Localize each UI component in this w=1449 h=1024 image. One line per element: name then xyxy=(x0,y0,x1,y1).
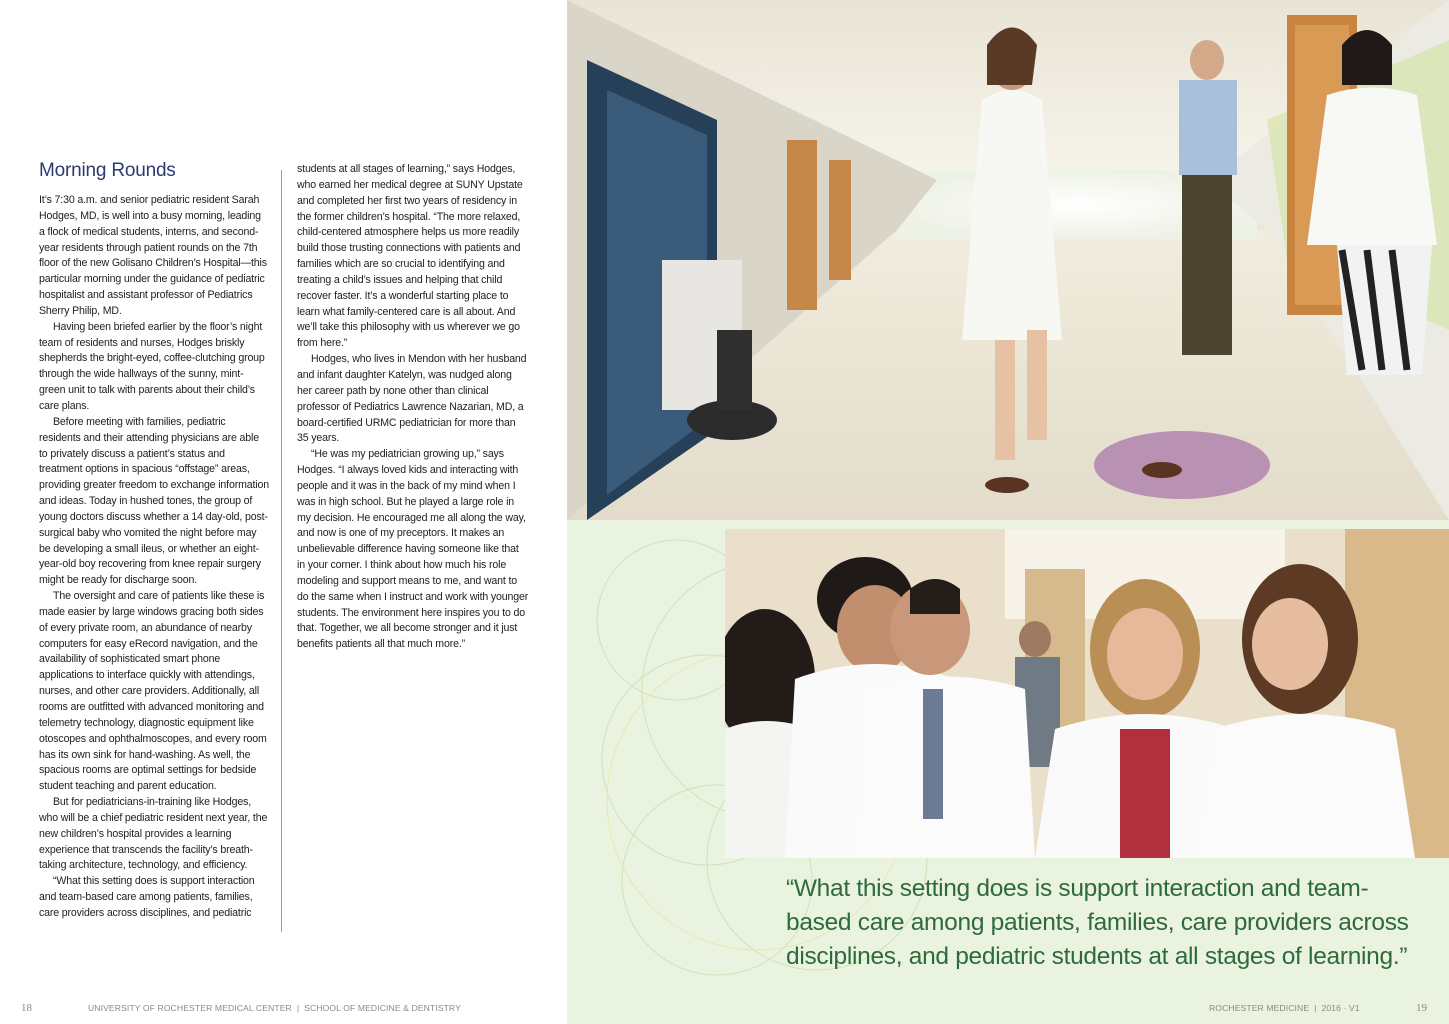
paragraph: Hodges, who lives in Mendon with her husband and infant daughter Katelyn, was nudged along her career path by none other than clinical professor of Pediatrics Lawrence Nazarian, MD, a board-certified URMC pediatrician for more than 35 years. xyxy=(297,353,527,445)
corridor-photo xyxy=(567,0,1449,520)
left-page-number: 18 xyxy=(21,1002,32,1014)
column-divider xyxy=(281,170,282,932)
paragraph: Before meeting with families, pediatric residents and their attending physicians are able to privately discuss a patient’s status and treatment options in spacious “offstage” areas, providing greater freedom to exchange information and ideas. Today in hushed tones, the group of young doctors discuss whether a 14 day-old, post-surgical baby who vomited the night before may be developing a small ileus, or whether an eight-year-old boy recovering from knee repair surgery might be ready for discharge soon. xyxy=(39,415,269,587)
paragraph: “What this setting does is support interaction and team-based care among patients, families, care providers across disciplines, and pediatric xyxy=(39,875,255,919)
team-illustration xyxy=(725,529,1449,858)
paragraph: students at all stages of learning,” says Hodges, who earned her medical degree at SUNY Upstate and completed her first two years of residency in the former children’s hospital. “The more relaxed, child-centered atmosphere helps us more readily build those trusting connections with patients and families which are so crucial to identifying and treating a child’s issues and helping that child recover faster. It’s a wonderful starting place to learn what family-centered care is all about. And we’ll take this philosophy with us wherever we go from here.” xyxy=(297,163,523,350)
text-column-2 xyxy=(297,162,529,653)
text-column-1 xyxy=(39,193,269,922)
left-page xyxy=(0,0,567,1024)
paragraph: It’s 7:30 a.m. and senior pediatric resident Sarah Hodges, MD, is well into a busy morning, leading a flock of medical students, interns, and second-year residents through patient rounds on the 7th floor of the new Golisano Children’s Hospital—this particular morning under the guidance of pediatric hospitalist and assistant professor of Pediatrics Sherry Philip, MD. xyxy=(39,194,267,317)
corridor-illustration xyxy=(567,0,1449,520)
paragraph: The oversight and care of patients like these is made easier by large windows gracing both sides of every private room, an abundance of nearby computers for easy eRecord navigation, and the availability of sophisticated smart phone applications to interface quickly with attendings, nurses, and other care providers. Additionally, all rooms are outfitted with advanced monitoring and telemetry technology, diagnostic equipment like otoscopes and ophthalmoscopes, and every room has its own sink for hand-washing. As well, the spacious rooms are optimal settings for bedside student teaching and parent education. xyxy=(39,590,267,793)
right-page-number: 19 xyxy=(1416,1002,1427,1014)
right-page xyxy=(567,0,1449,1024)
paragraph: But for pediatricians-in-training like Hodges, who will be a chief pediatric resident next year, the new children’s hospital provides a learning experience that transcends the facility’s breath-taking architecture, technology, and efficiency. xyxy=(39,796,268,872)
left-footer-text: UNIVERSITY OF ROCHESTER MEDICAL CENTER | SCHOOL OF MEDICINE & DENTISTRY xyxy=(88,1003,461,1013)
article-heading: Morning Rounds xyxy=(39,160,176,181)
pull-quote: “What this setting does is support interaction and team-based care among patients, families, care providers across disciplines, and pediatric students at all stages of learning.” xyxy=(786,875,1409,970)
right-footer-text: ROCHESTER MEDICINE | 2016 · V1 xyxy=(1209,1003,1360,1013)
paragraph: Having been briefed earlier by the floor’s night team of residents and nurses, Hodges briskly shepherds the bright-eyed, coffee-clutching group through the wide hallways of the sunny, mint-green unit to talk with parents about their child’s care plans. xyxy=(39,320,265,412)
paragraph: “He was my pediatrician growing up,” says Hodges. “I always loved kids and interacting with people and it was in the back of my mind when I was in high school. But he played a large role in my decision. He encouraged me all along the way, and now is one of my preceptors. It makes an unbelievable difference having someone like that in your corner. I think about how much his role modeling and support means to me, and want to do the same when I instruct and work with younger students. The environment here inspires you to do that. Together, we all become stronger and it just benefits patients all that much more.” xyxy=(297,448,529,651)
team-photo xyxy=(725,529,1449,858)
